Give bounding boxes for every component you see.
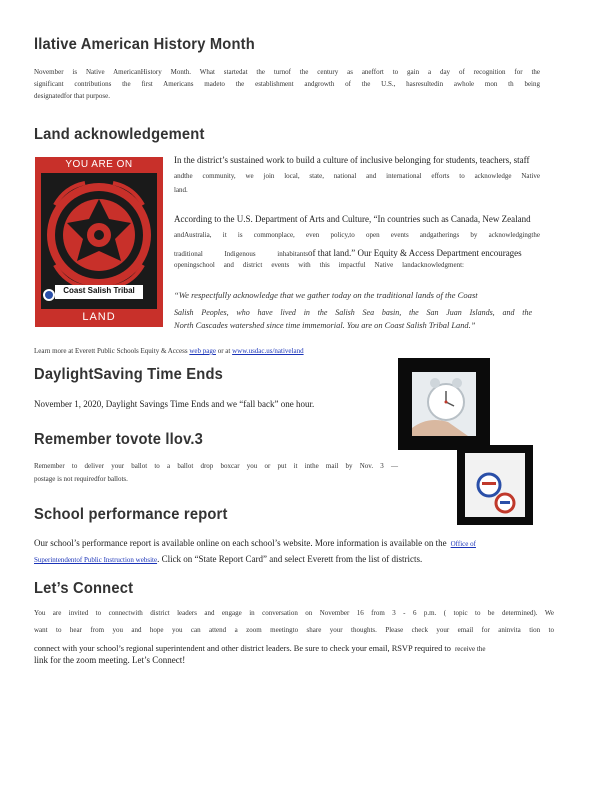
learn-more-text: Learn more at Everett Public Schools Equity & Access: [34, 347, 188, 355]
ospi-link-part-2[interactable]: Superintendentof Public Instruction website: [34, 556, 158, 564]
land-p1-line-2: andthe community, we join local, state, national and international efforts to acknowledge Native: [174, 172, 540, 180]
connect-line-3-big: connect with your school’s regional superintendent and other district leaders. Be sure to check your email, RSVP required to: [34, 644, 451, 653]
poster-bottom-text: LAND: [82, 311, 116, 323]
land-p1-line-3: land.: [174, 186, 188, 194]
quote-line-1: “We respectfully acknowledge that we gather today on the traditional lands of the Coast: [174, 290, 478, 300]
coast-salish-poster-art: [35, 157, 163, 327]
nahm-line-3: designatedfor that purpose.: [34, 92, 111, 100]
heading-land-acknowledgement: Land acknowledgement: [34, 126, 205, 143]
alarm-clock-icon: [398, 358, 490, 450]
connect-line-1: You are invited to connectwith district leaders and engage in conversation on November 16 from 3 - 6 p.m. ( topic to be determined). We: [34, 609, 554, 617]
ospi-link-part-1[interactable]: Office of: [450, 540, 476, 548]
land-p2-line-4: openingschool and district events with this impactful Native landacknowledgment:: [174, 261, 464, 269]
perf-text-1: Our school’s performance report is available online on each school’s website. More information is available on the: [34, 538, 447, 548]
i-voted-sticker-icon: [457, 445, 533, 525]
perf-line-2: [34, 549, 564, 567]
nahm-line-1: November is Native AmericanHistory Month. What startedat the turnof the century as aneffort to gain a day of recognition for the: [34, 68, 540, 76]
land-p2-line-2: andAustralia, it is commonplace, even policy,to open events andgatherings by acknowledgingthe: [174, 231, 540, 239]
land-p2-line-1: According to the U.S. Department of Arts and Culture, “In countries such as Canada, New Zealand: [174, 214, 531, 224]
connect-line-4: link for the zoom meeting. Let’s Connect!: [34, 655, 186, 665]
quote-line-3: North Cascades watershed since time immemorial. You are on Coast Salish Tribal Land.”: [174, 321, 476, 330]
nahm-line-2: significant contributions the first Americans madeto the establishment andgrowth of the U.S., hasresultedin awhole mon th being: [34, 80, 540, 88]
land-p1-line-1: In the district’s sustained work to build a culture of inclusive belonging for students, teachers, staff: [174, 155, 530, 165]
daylight-saving-text: November 1, 2020, Daylight Savings Time Ends and we “fall back” one hour.: [34, 399, 315, 409]
heading-school-performance-report: School performance report: [34, 506, 228, 523]
vote-stickers-photo: [457, 445, 533, 525]
clock-photo: [398, 358, 490, 450]
heading-daylight-saving: DaylightSaving Time Ends: [34, 366, 224, 383]
vote-line-2: postage is not requiredfor ballots.: [34, 475, 128, 483]
coast-salish-poster: [35, 157, 163, 327]
heading-native-american-history-month: llative American History Month: [34, 36, 255, 53]
quote-line-2: Salish Peoples, who have lived in the Salish Sea basin, the San Juan Islands, and the: [174, 308, 532, 317]
vote-line-1: Remember to deliver your ballot to a ballot drop boxcar you or put it inthe mail by Nov. 3 —: [34, 462, 398, 470]
land-p2-line-3-small: traditional Indigenous inhabitants: [174, 250, 308, 258]
land-p2-line-3-big: of that land.” Our Equity & Access Department encourages: [308, 248, 522, 258]
perf-text-2: . Click on “State Report Card” and select Everett from the list of districts.: [157, 554, 423, 564]
equity-web-page-link[interactable]: web page: [189, 347, 216, 355]
poster-banner-text: Coast Salish Tribal: [63, 286, 135, 295]
usdac-nativeland-link[interactable]: www.usdac.us/nativeland: [232, 347, 304, 355]
learn-more-line: [34, 345, 414, 357]
heading-remember-to-vote: Remember tovote llov.3: [34, 431, 204, 448]
poster-top-text: YOU ARE ON: [65, 159, 133, 170]
connect-line-3-small: receive the: [454, 645, 486, 653]
connect-line-2: want to hear from you and hope you can attend a zoom meetingto share your thoughts. Please check your email for aninvita tion to: [34, 626, 554, 634]
heading-lets-connect: Let’s Connect: [34, 580, 134, 597]
learn-more-or: or at: [217, 347, 231, 355]
